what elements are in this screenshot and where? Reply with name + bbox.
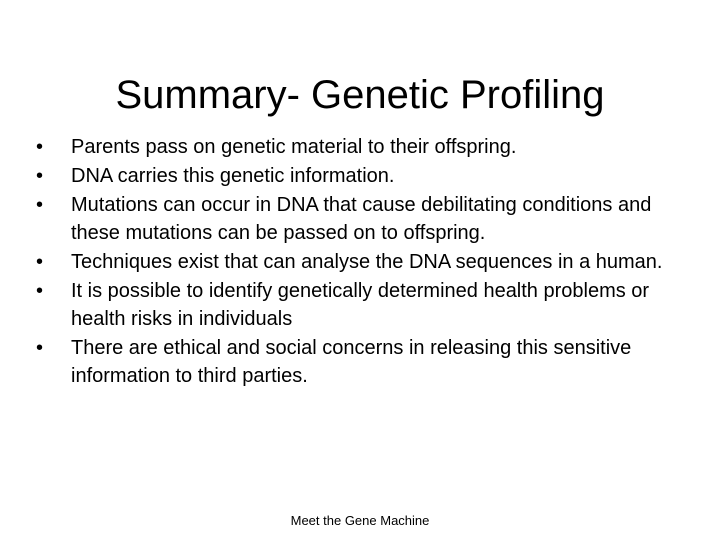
bullet-icon: • xyxy=(36,165,44,187)
bullet-icon: • xyxy=(36,251,44,273)
bullet-icon: • xyxy=(36,194,44,216)
bullet-icon: • xyxy=(36,337,44,359)
bullet-text: It is possible to identify genetically determined health problems or health risks in individuals xyxy=(71,280,650,330)
bullet-item xyxy=(36,334,696,390)
slide-title: Summary- Genetic Profiling xyxy=(115,72,605,117)
bullet-text: Parents pass on genetic material to their offspring. xyxy=(71,136,517,158)
bullet-text: There are ethical and social concerns in releasing this sensitive information to third parties. xyxy=(71,337,632,387)
slide-footer: Meet the Gene Machine xyxy=(290,513,430,528)
bullet-item xyxy=(36,162,696,190)
bullet-icon: • xyxy=(36,280,44,302)
bullet-icon: • xyxy=(36,136,44,158)
bullet-item xyxy=(36,133,696,161)
bullet-list xyxy=(36,133,696,391)
bullet-item xyxy=(36,191,696,247)
bullet-item xyxy=(36,277,696,333)
bullet-text: Mutations can occur in DNA that cause debilitating conditions and these mutations can be passed on to offspring. xyxy=(71,194,652,244)
bullet-text: Techniques exist that can analyse the DNA sequences in a human. xyxy=(71,251,663,273)
bullet-text: DNA carries this genetic information. xyxy=(71,165,395,187)
bullet-item xyxy=(36,248,696,276)
